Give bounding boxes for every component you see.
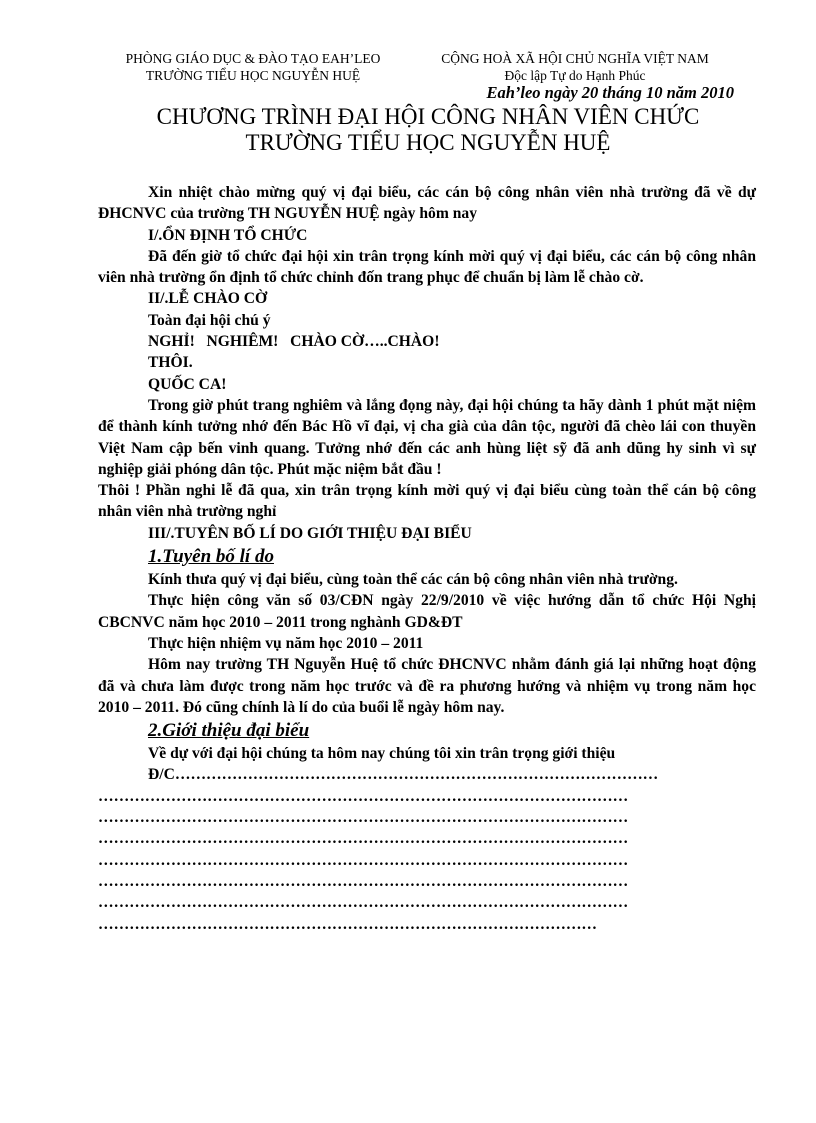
- blank-line-4: …………………………………………………………………………………………: [98, 851, 629, 869]
- introduction-line: Về dự với đại hội chúng ta hôm nay chúng tôi xin trân trọng giới thiệu: [148, 745, 616, 763]
- department-name: PHÒNG GIÁO DỤC & ĐÀO TẠO EAH’LEO: [125, 51, 381, 66]
- rest-paragraph: Thôi ! Phần nghi lễ đã qua, xin trân trọng kính mời quý vị đại biểu cùng toàn thể cán bộ công nhân viên nhà trường nghỉ: [98, 482, 756, 521]
- section-1-paragraph: Đã đến giờ tổ chức đại hội xin trân trọng kính mời quý vị đại biểu, các cán bộ công nhân viên nhà trường ổn định tổ chức chỉnh đốn trang phục để chuẩn bị làm lễ chào cờ.: [98, 247, 756, 287]
- school-name: TRƯỜNG TIỂU HỌC NGUYỄN HUỆ: [145, 68, 361, 83]
- document-body: [98, 182, 756, 935]
- title-line-1: CHƯƠNG TRÌNH ĐẠI HỘI CÔNG NHÂN VIÊN CHỨC: [156, 104, 700, 129]
- blank-line-2: …………………………………………………………………………………………: [98, 809, 629, 827]
- section-2-heading: II/.LỄ CHÀO CỜ: [148, 290, 268, 308]
- blank-line-7: ……………………………………………………………………………………: [98, 915, 597, 933]
- silence-paragraph: Trong giờ phút trang nghiêm và lắng đọng này, đại hội chúng ta hãy dành 1 phút mặt niệm để thành kính tưởng nhớ đến Bác Hồ vĩ đại, vị cha già của dân tộc, người đã chèo lái con thuyền Việt Nam cập bến vinh quang. Tưởng nhớ đến các anh hùng liệt sỹ đã anh dũng hy sinh vì sự nghiệp giải phóng dân tộc. Phút mặc niệm bắt đầu !: [98, 396, 756, 478]
- section-1-heading: I/.ỔN ĐỊNH TỔ CHỨC: [148, 226, 308, 244]
- blank-line-1: …………………………………………………………………………………………: [98, 787, 629, 805]
- header-right: [410, 50, 740, 84]
- subsection-2-title: 2.Giới thiệu đại biểu: [148, 720, 310, 742]
- salute-command: NGHỈ! NGHIÊM! CHÀO CỜ…..CHÀO!: [148, 333, 440, 351]
- reason-paragraph: Hôm nay trường TH Nguyễn Huệ tổ chức ĐHCNVC nhằm đánh giá lại những hoạt động đã và chưa làm được trong năm học trước và đề ra phương hướng và nhiệm vụ trong năm học 2010 – 2011. Đó cũng chính là lí do của buổi lễ ngày hôm nay.: [98, 656, 756, 716]
- subsection-2-heading: [98, 718, 756, 743]
- subsection-1-heading: [98, 544, 756, 569]
- blank-line-3: …………………………………………………………………………………………: [98, 830, 629, 848]
- task-line: Thực hiện nhiệm vụ năm học 2010 – 2011: [148, 634, 424, 652]
- motto: Độc lập Tự do Hạnh Phúc: [504, 68, 646, 83]
- welcome-paragraph: Xin nhiệt chào mừng quý vị đại biểu, các cán bộ công nhân viên nhà trường đã về dự ĐHCNVC của trường TH NGUYỄN HUỆ ngày hôm nay: [98, 184, 756, 223]
- blank-line-6: …………………………………………………………………………………………: [98, 894, 629, 912]
- document-date: Eah’leo ngày 20 tháng 10 năm 2010: [486, 83, 734, 102]
- delegate-line: Đ/C…………………………………………………………………………………: [148, 766, 659, 784]
- section-3-heading: III/.TUYÊN BỐ LÍ DO GIỚI THIỆU ĐẠI BIỂU: [148, 524, 472, 542]
- anthem-line: QUỐC CA!: [148, 375, 227, 393]
- thoi-line: THÔI.: [148, 354, 193, 372]
- header-left: [88, 50, 418, 84]
- blank-line-5: …………………………………………………………………………………………: [98, 872, 629, 890]
- attention-line: Toàn đại hội chú ý: [148, 311, 271, 329]
- greeting-paragraph: Kính thưa quý vị đại biểu, cùng toàn thể các cán bộ công nhân viên nhà trường.: [148, 571, 678, 589]
- subsection-1-title: 1.Tuyên bố lí do: [148, 546, 274, 568]
- page-title: [60, 104, 796, 156]
- document-reference-paragraph: Thực hiện công văn số 03/CĐN ngày 22/9/2010 về việc hướng dẫn tổ chức Hội Nghị CBCNVC năm học 2010 – 2011 trong nghành GD&ĐT: [98, 592, 756, 631]
- country-name: CỘNG HOÀ XÃ HỘI CHỦ NGHĨA VIỆT NAM: [441, 51, 709, 66]
- title-line-2: TRƯỜNG TIỂU HỌC NGUYỄN HUỆ: [245, 130, 611, 155]
